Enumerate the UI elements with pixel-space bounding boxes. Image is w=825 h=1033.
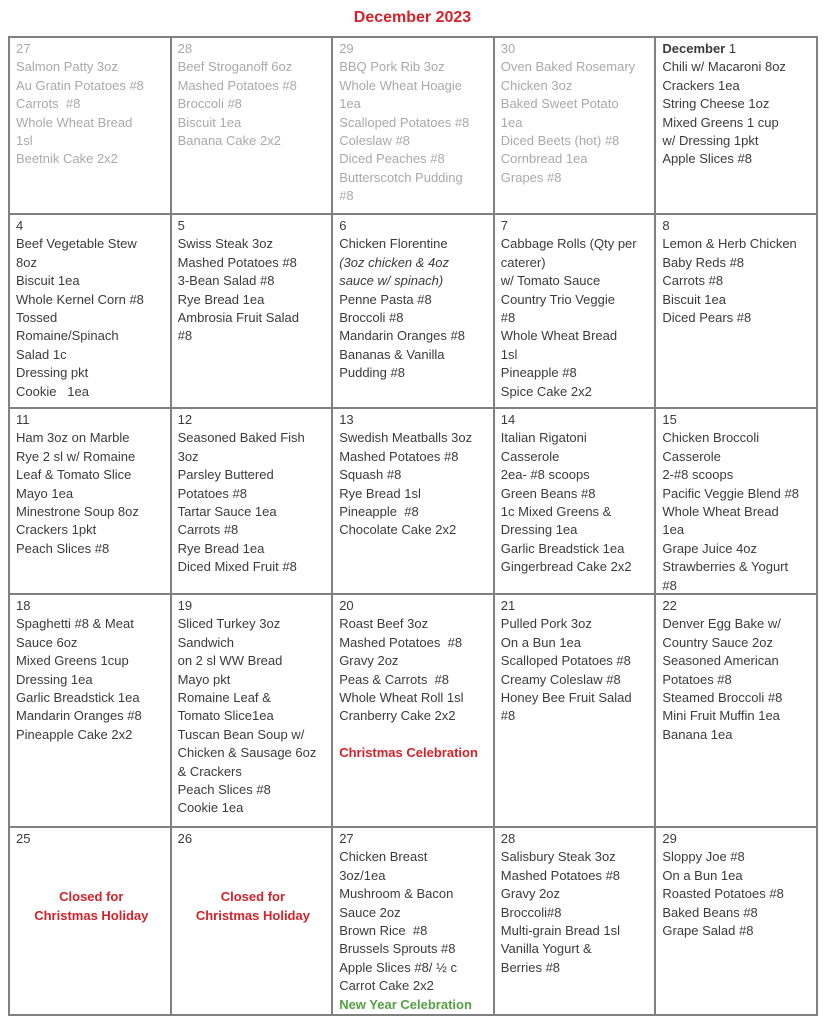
menu-item: Dressing 1ea [16,671,93,687]
menu-item: Denver Egg Bake w/ [662,616,781,632]
menu-item: Pineapple #8 [339,504,419,520]
menu-item: Minestrone Soup 8oz [16,504,139,520]
menu-item: On a Bun 1ea [500,634,582,650]
calendar-body [9,37,817,1015]
menu-item: Italian Rigatoni [500,430,587,446]
menu-item: Honey Bee Fruit Salad [500,690,632,706]
day-number: 20 [339,598,354,613]
menu-item: Gingerbread Cake 2x2 [500,559,632,575]
menu-item: Broccoli#8 [500,904,562,920]
menu-item: Dressing 1ea [500,522,578,538]
calendar-day-cell [332,37,494,214]
day-number: 29 [662,831,677,846]
day-number: 7 [500,218,509,233]
calendar-day-cell [171,408,333,594]
menu-item: 3oz [177,448,199,464]
menu-item: Pineapple #8 [500,365,577,381]
menu-item: Tomato Slice1ea [177,708,274,724]
calendar-day-cell [9,594,171,827]
calendar-week-row [9,408,817,594]
day-number: 21 [500,598,516,613]
menu-item: Dressing pkt [16,365,89,381]
menu-item: Diced Pears #8 [662,310,752,326]
menu-item: Apple Slices #8 [662,151,752,167]
menu-item: Mixed Greens 1cup [16,653,129,669]
menu-item: Beef Vegetable Stew [16,236,137,252]
menu-item: Mini Fruit Muffin 1ea [662,708,780,724]
menu-item: Pulled Pork 3oz [500,616,592,632]
menu-item: 3oz/1ea [339,867,386,883]
menu-item: Green Beans #8 [500,485,596,501]
menu-item: Carrots #8 [177,522,239,538]
calendar-week-row [9,594,817,827]
menu-item: Peach Slices #8 [16,540,110,556]
menu-item: Steamed Broccoli #8 [662,690,783,706]
menu-item: Ham 3oz on Marble [16,430,130,446]
menu-item: on 2 sl WW Bread [177,653,283,669]
menu-item: Apple Slices #8/ ½ c [339,959,457,975]
menu-item: Whole Kernel Corn #8 [16,291,144,307]
menu-item: Vanilla Yogurt & [500,941,592,957]
menu-item: Mashed Potatoes #8 [177,254,297,270]
calendar-day-cell [494,594,656,827]
menu-item: Au Gratin Potatoes #8 [16,77,144,93]
menu-item: Biscuit 1ea [662,291,726,307]
menu-item: Sandwich [177,634,234,650]
menu-item: 2ea- #8 scoops [500,467,590,483]
day-number: 28 [177,41,193,56]
menu-item: Salmon Patty 3oz [16,59,118,75]
menu-item: Potatoes #8 [177,485,247,501]
menu-item: Grape Juice 4oz [662,540,758,556]
menu-item: Mayo 1ea [16,485,74,501]
menu-item: Beef Stroganoff 6oz [177,59,293,75]
menu-item: Rye Bread 1ea [177,540,265,556]
menu-item: #8 [662,577,677,593]
menu-item: Peas & Carrots #8 [339,671,450,687]
celebration-note: New Year Celebration [339,996,472,1012]
menu-item: Berries #8 [500,959,561,975]
menu-item: Romaine/Spinach [16,328,119,344]
menu-item: Squash #8 [339,467,402,483]
calendar-grid [8,36,818,1016]
menu-item: Cabbage Rolls (Qty per [500,236,637,252]
menu-item: Sliced Turkey 3oz [177,616,281,632]
menu-item: Crackers 1ea [662,77,740,93]
menu-item: Grape Salad #8 [662,923,754,939]
calendar-day-cell [655,37,817,214]
calendar-day-cell [494,827,656,1015]
day-number: 19 [177,598,193,613]
day-number: 29 [339,41,354,56]
menu-item: Country Sauce 2oz [662,634,773,650]
menu-item: On a Bun 1ea [662,867,743,883]
menu-item: Mashed Potatoes #8 [339,634,463,650]
menu-item: Broccoli #8 [177,96,242,112]
menu-item: Whole Wheat Roll 1sl [339,690,464,706]
menu-item: Strawberries & Yogurt [662,559,789,575]
menu-item: Pacific Veggie Blend #8 [662,485,799,501]
menu-item: Rye Bread 1ea [177,291,265,307]
menu-item: 1c Mixed Greens & [500,504,612,520]
day-number: 8 [662,218,670,233]
calendar-week-row [9,37,817,214]
menu-item: Lemon & Herb Chicken [662,236,797,252]
day-number: 5 [177,218,185,233]
day-number: 13 [339,412,354,427]
menu-item: Biscuit 1ea [177,114,242,130]
menu-item: Parsley Buttered [177,467,274,483]
menu-item: Whole Wheat Bread [662,504,779,520]
menu-item: Whole Wheat Bread [16,114,133,130]
menu-item: Mashed Potatoes #8 [339,448,459,464]
menu-item: Beetnik Cake 2x2 [16,151,118,167]
menu-item: Pudding #8 [339,365,405,381]
menu-item: Chocolate Cake 2x2 [339,522,457,538]
menu-item: Seasoned American [662,653,779,669]
calendar-day-cell [171,37,333,214]
menu-item: Cranberry Cake 2x2 [339,708,456,724]
menu-item: Cookie 1ea [16,383,89,399]
day-number: 25 [16,831,31,846]
calendar-day-cell [332,408,494,594]
menu-item: Roasted Potatoes #8 [662,886,784,902]
menu-item: Baked Sweet Potato [500,96,619,112]
menu-item: Mayo pkt [177,671,231,687]
menu-item: Rye Bread 1sl [339,485,421,501]
calendar-day-cell [494,214,656,408]
menu-item: Baked Beans #8 [662,904,758,920]
day-number: 15 [662,412,677,427]
calendar-day-cell [9,827,171,1015]
menu-item: Ambrosia Fruit Salad [177,310,299,326]
menu-item: Salad 1c [16,346,67,362]
menu-item: Mixed Greens 1 cup [662,114,779,130]
menu-item: sauce w/ spinach) [339,273,444,289]
menu-item: Banana 1ea [662,726,733,742]
day-number: 27 [339,831,354,846]
menu-item: Multi-grain Bread 1sl [500,923,620,939]
menu-item: Penne Pasta #8 [339,291,432,307]
day-number: December 1 [662,41,737,56]
menu-item: Pineapple Cake 2x2 [16,726,133,742]
menu-item: Broccoli #8 [339,310,404,326]
menu-item: Country Trio Veggie [500,291,615,307]
day-number: 26 [177,831,193,846]
day-number: 6 [339,218,347,233]
menu-item: Crackers 1pkt [16,522,97,538]
calendar-day-cell [332,827,494,1015]
menu-item: Oven Baked Rosemary [500,59,636,75]
calendar-day-cell [655,408,817,594]
menu-item: Tartar Sauce 1ea [177,504,277,520]
menu-item: Salisbury Steak 3oz [500,849,616,865]
menu-item: Diced Mixed Fruit #8 [177,559,297,575]
menu-item: #8 [500,708,516,724]
day-number: 14 [500,412,516,427]
calendar-day-cell [171,594,333,827]
menu-item: (3oz chicken & 4oz [339,254,450,270]
menu-item: 3-Bean Salad #8 [177,273,275,289]
day-number: 11 [16,412,30,427]
celebration-note: Christmas Celebration [339,744,478,760]
menu-item: Sauce 2oz [339,904,401,920]
menu-item: 2-#8 scoops [662,467,734,483]
day-number: 27 [16,41,31,56]
calendar-day-cell [171,214,333,408]
menu-item: Spice Cake 2x2 [500,383,592,399]
menu-item: Mandarin Oranges #8 [339,328,465,344]
menu-item: Seasoned Baked Fish [177,430,305,446]
menu-item: 1ea [339,96,361,112]
calendar-day-cell [655,827,817,1015]
menu-item: Carrots #8 [662,273,724,289]
menu-item: Garlic Breadstick 1ea [16,690,140,706]
menu-item: Chicken Breast [339,849,428,865]
menu-item: Mashed Potatoes #8 [177,77,297,93]
menu-item: Cornbread 1ea [500,151,588,167]
menu-item: Brussels Sprouts #8 [339,941,456,957]
menu-item: Tuscan Bean Soup w/ [177,726,305,742]
menu-item: Diced Beets (hot) #8 [500,133,620,149]
menu-item: Whole Wheat Bread [500,328,618,344]
calendar-day-cell [494,37,656,214]
menu-item: Garlic Breadstick 1ea [500,540,625,556]
menu-item: Leaf & Tomato Slice [16,467,132,483]
page-title: December 2023 [353,9,472,26]
calendar-week-row [9,827,817,1015]
menu-item: Cookie 1ea [177,800,244,816]
closed-notice: Closed for Christmas Holiday [195,889,310,923]
menu-item: Mandarin Oranges #8 [16,708,142,724]
closed-notice: Closed for Christmas Holiday [34,889,149,923]
menu-item: Rye 2 sl w/ Romaine [16,448,136,464]
menu-item: Brown Rice #8 [339,923,428,939]
calendar-week-row [9,214,817,408]
menu-item: 1sl [16,133,33,149]
menu-item: 1sl [500,346,518,362]
day-number: 22 [662,598,677,613]
day-number: 12 [177,412,193,427]
menu-item: Romaine Leaf & [177,690,271,706]
menu-item: Swiss Steak 3oz [177,236,273,252]
calendar-day-cell [332,594,494,827]
menu-calendar-page [0,9,825,1033]
menu-item: String Cheese 1oz [662,96,770,112]
menu-item: Bananas & Vanilla [339,346,445,362]
menu-item: Casserole [500,448,560,464]
menu-item: Carrots #8 [16,96,81,112]
menu-item: Scalloped Potatoes #8 [339,114,470,130]
menu-item: w/ Tomato Sauce [500,273,601,289]
menu-item: Sauce 6oz [16,634,78,650]
calendar-day-cell [332,214,494,408]
menu-item: 8oz [16,254,37,270]
menu-item: Gravy 2oz [339,653,399,669]
menu-item: Biscuit 1ea [16,273,80,289]
menu-item: Tossed [16,310,58,326]
menu-item: 1ea [662,522,685,538]
calendar-day-cell [9,214,171,408]
menu-item: 1ea [500,114,523,130]
menu-item: Baby Reds #8 [662,254,745,270]
menu-item: Peach Slices #8 [177,782,271,798]
menu-item: Mashed Potatoes #8 [500,867,621,883]
day-number: 18 [16,598,31,613]
month-name-label: December [662,41,729,56]
day-number: 4 [16,218,24,233]
menu-item: Coleslaw #8 [339,133,411,149]
menu-item: Chili w/ Macaroni 8oz [662,59,786,75]
menu-item: Swedish Meatballs 3oz [339,430,473,446]
calendar-day-cell [9,37,171,214]
menu-item: Roast Beef 3oz [339,616,429,632]
day-number: 30 [500,41,516,56]
menu-item: Grapes #8 [500,169,562,185]
menu-item: Carrot Cake 2x2 [339,978,434,994]
calendar-day-cell [171,827,333,1015]
menu-item: Potatoes #8 [662,671,732,687]
calendar-day-cell [655,594,817,827]
menu-item: Diced Peaches #8 [339,151,445,167]
menu-item: caterer) [500,254,546,270]
menu-item: Scalloped Potatoes #8 [500,653,631,669]
menu-item: Chicken & Sausage 6oz [177,745,317,761]
menu-item: Whole Wheat Hoagie [339,77,463,93]
menu-item: & Crackers [177,763,242,779]
menu-item: #8 [339,188,354,204]
menu-item: Spaghetti #8 & Meat [16,616,134,632]
calendar-day-cell [9,408,171,594]
menu-item: Creamy Coleslaw #8 [500,671,621,687]
menu-item: Casserole [662,448,721,464]
menu-item: Banana Cake 2x2 [177,133,281,149]
menu-item: BBQ Pork Rib 3oz [339,59,445,75]
menu-item: Gravy 2oz [500,886,561,902]
menu-item: Sloppy Joe #8 [662,849,745,865]
menu-item: Chicken 3oz [500,77,573,93]
day-number: 28 [500,831,516,846]
menu-item: Chicken Florentine [339,236,448,252]
menu-item: #8 [177,328,193,344]
menu-item: Mushroom & Bacon [339,886,454,902]
calendar-day-cell [655,214,817,408]
menu-item: Chicken Broccoli [662,430,760,446]
menu-item: Butterscotch Pudding [339,169,463,185]
calendar-day-cell [494,408,656,594]
menu-item: #8 [500,310,516,326]
menu-item: w/ Dressing 1pkt [662,133,759,149]
